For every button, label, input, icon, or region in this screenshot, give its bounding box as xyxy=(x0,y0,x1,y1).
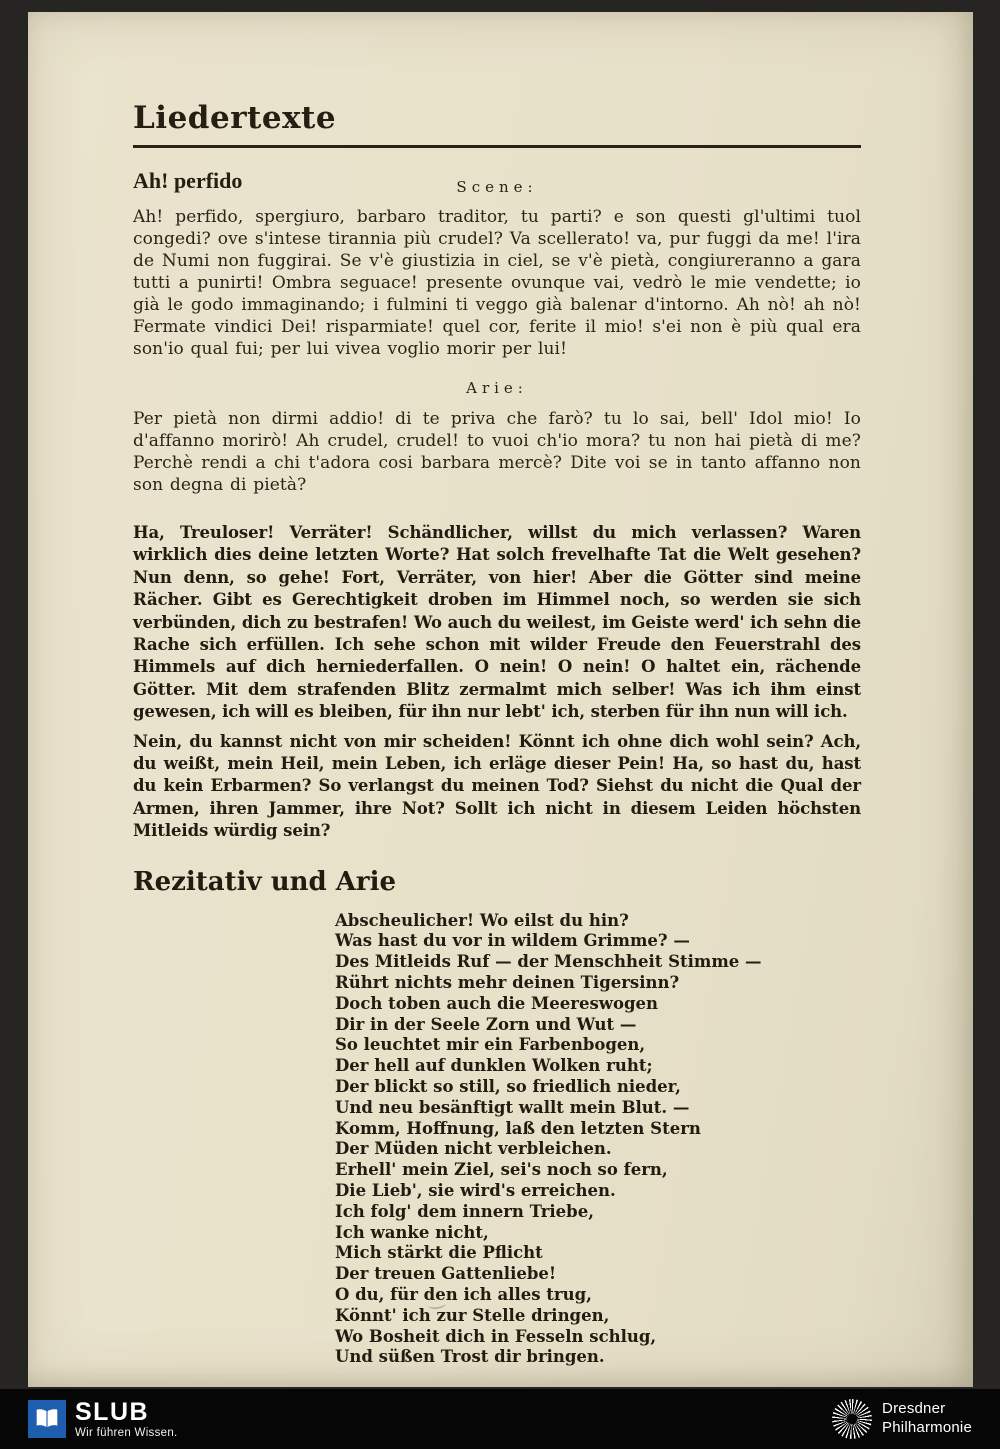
poem-line: Rührt nichts mehr deinen Tigersinn? xyxy=(335,973,680,993)
slub-wordmark xyxy=(75,1399,178,1438)
paper-scan xyxy=(28,12,973,1387)
poem-line: Mich stärkt die Pflicht xyxy=(335,1243,543,1263)
section-title-ah-perfido: Ah! perfido xyxy=(133,168,243,193)
poem-line: Und neu besänftigt wallt mein Blut. — xyxy=(335,1097,690,1117)
slub-logo xyxy=(28,1399,178,1438)
poem-line: Des Mitleids Ruf — der Menschheit Stimme — xyxy=(335,952,762,972)
arie-label: Arie: xyxy=(466,379,528,397)
poem-line: Der hell auf dunklen Wolken ruht; xyxy=(335,1056,653,1076)
philharmonie-name-line2: Philharmonie xyxy=(882,1419,972,1436)
poem-line: So leuchtet mir ein Farbenbogen, xyxy=(335,1035,646,1055)
poem-line: Der Müden nicht verbleichen. xyxy=(335,1139,612,1159)
arie-text: Per pietà non dirmi addio! di te priva che farò? tu lo sai, bell' Idol mio! Io d'affanno morirò! Ah crudel, crudel! to vuoi ch'io mora? tu non hai pietà di me? Perchè rendi a chi t'adora cosi barbara mercè? Dite voi se in tanto affanno non son degna di pietà? xyxy=(133,409,861,495)
poem-line: Dir in der Seele Zorn und Wut — xyxy=(335,1014,637,1034)
section-title-rezitativ-und-arie: Rezitativ und Arie xyxy=(133,866,397,897)
poem-line: Der treuen Gattenliebe! xyxy=(335,1264,557,1284)
header-rule xyxy=(133,145,861,148)
poem-line: Abscheulicher! Wo eilst du hin? xyxy=(335,910,629,930)
poem-line: Der blickt so still, so friedlich nieder, xyxy=(335,1077,681,1097)
scene-label: Scene: xyxy=(456,178,538,196)
philharmonie-wordmark xyxy=(882,1400,972,1438)
poem xyxy=(335,911,861,1369)
poem-line: Wo Bosheit dich in Fesseln schlug, xyxy=(335,1326,657,1346)
philharmonie-name-line1: Dresdner xyxy=(882,1400,946,1418)
poem-line: Komm, Hoffnung, laß den letzten Stern xyxy=(335,1118,701,1138)
poem-line: Was hast du vor in wildem Grimme? — xyxy=(335,931,690,951)
poem-line: Und süßen Trost dir bringen. xyxy=(335,1347,605,1367)
poem-line: Erhell' mein Ziel, sei's noch so fern, xyxy=(335,1160,668,1180)
poem-line: O du, für den ich alles trug, xyxy=(335,1285,592,1305)
dresdner-philharmonie-logo xyxy=(832,1399,972,1439)
ah-perfido-title-row xyxy=(133,168,861,198)
footer-branding-bar xyxy=(0,1389,1000,1449)
poem-line: Ich folg' dem innern Triebe, xyxy=(335,1201,594,1221)
poem-line: Die Lieb', sie wird's erreichen. xyxy=(335,1181,616,1201)
arie-label-row xyxy=(133,378,861,400)
slub-book-icon xyxy=(28,1400,66,1438)
philharmonie-starburst-icon xyxy=(832,1399,872,1439)
page-title: Liedertexte xyxy=(133,100,337,136)
slub-name: SLUB xyxy=(75,1398,150,1427)
poem-line: Ich wanke nicht, xyxy=(335,1222,489,1242)
scene-text: Ah! perfido, spergiuro, barbaro traditor, tu parti? e son questi gl'ultimi tuol congedi? ove s'intese tirannia più crudel? Va scellerato! va, pur fuggi da me! l'ira de Numi non fuggirai. Se v'è giustizia in ciel, se v'è pietà, congiureranno a gara tutti a punirti! Ombra seguace! presente ovunque vai, vedrò le mie vendette; io già le godo immaginando; i fulmini ti veggo già balenar d'intorno. Ah nò! ah nò! Fermate vindici Dei! risparmiate! quel cor, ferite il mio! s'ei non è più qual era son'io qual fui; per lui vivea voglio morir per lui! xyxy=(133,207,861,359)
german-translation-2: Nein, du kannst nicht von mir scheiden! Könnt ich ohne dich wohl sein? Ach, du weißt, mein Heil, mein Leben, ich erläge dieser Pein! Ha, so hast du, hast du kein Erbarmen? So verlangst du meinen Tod? Siehst du nicht die Qual der Armen, ihren Jammer, ihre Not? Sollt ich nicht in diesem Leiden höchsten Mitleids würdig sein? xyxy=(133,731,861,841)
poem-line: Könnt' ich zur Stelle dringen, xyxy=(335,1305,610,1325)
slub-tagline: Wir führen Wissen. xyxy=(75,1426,178,1439)
poem-line: Doch toben auch die Meereswogen xyxy=(335,993,659,1013)
german-translation-1: Ha, Treuloser! Verräter! Schändlicher, willst du mich verlassen? Waren wirklich dies deine letzten Worte? Hat solch frevelhafte Tat die Welt gesehen? Nun denn, so gehe! Fort, Verräter, von hier! Aber die Götter sind meine Rächer. Gibt es Gerechtigkeit droben im Himmel noch, so werden sie sich verbünden, dich zu bestrafen! Wo auch du weilest, im Geiste werd' ich sehn die Rache sich erfüllen. Ich sehe schon mit wilder Freude den Feuerstrahl des Himmels auf dich herniederfallen. O nein! O nein! O haltet ein, rächende Götter. Mit dem strafenden Blitz zermalmt mich selber! Was ich ihm einst gewesen, ich will es bleiben, für ihn nur lebt' ich, sterben für ihn nun will ich. xyxy=(133,523,861,722)
